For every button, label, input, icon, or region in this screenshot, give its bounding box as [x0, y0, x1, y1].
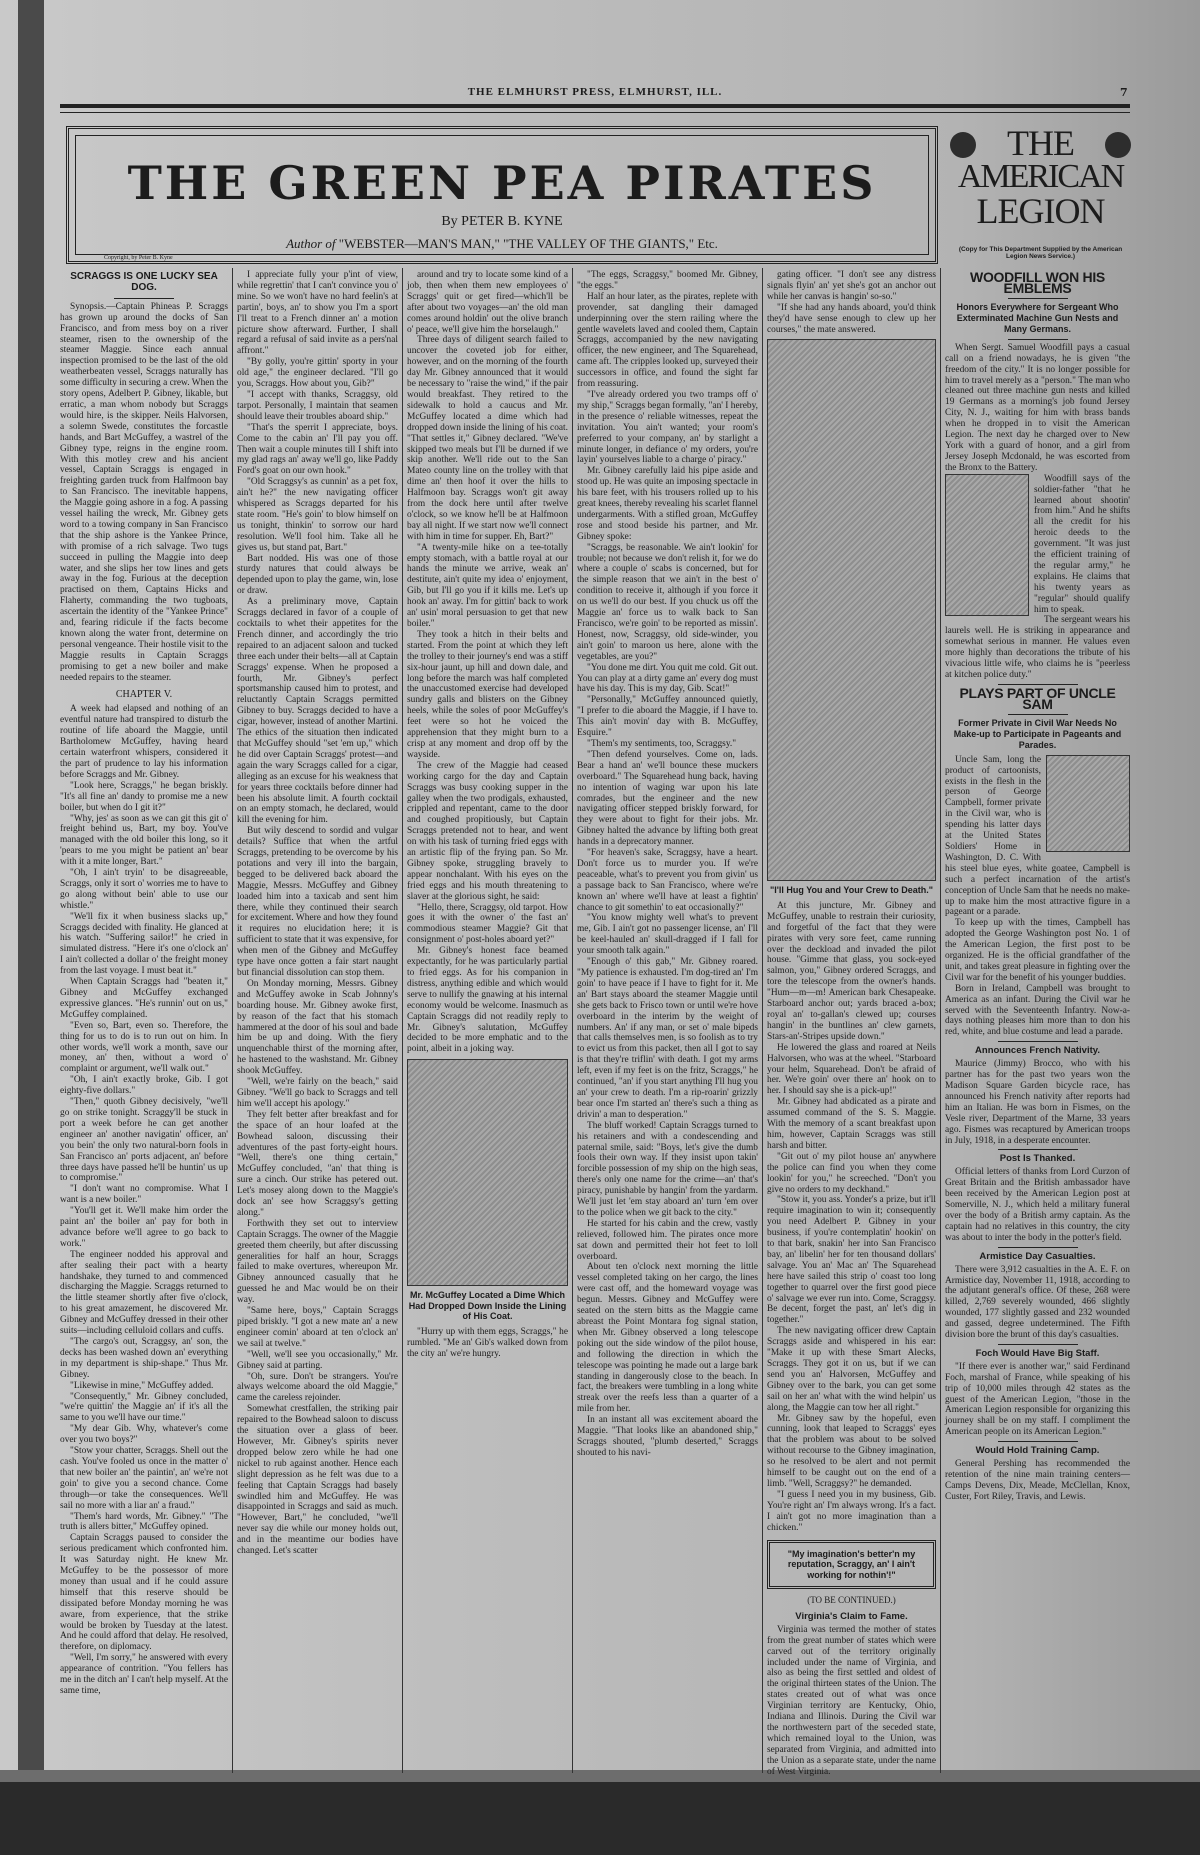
divider — [998, 1247, 1078, 1248]
column-body — [237, 270, 398, 1557]
article-paragraph: Official letters of thanks from Lord Curzon of Great Britain and the British ambassador have been received by the American Legion post at Somerville, N. J., which held a military funeral over the body of a British army captain. As the captain had no relatives in this country, the city was about to inter the body in the potter's field. — [945, 1167, 1130, 1243]
story-paragraph: As a preliminary move, Captain Scraggs declared in favor of a couple of cocktails to whet their appetites for the French dinner, and accordingly the trio repaired to an adjacent saloon and tucked three each under their belts—all at Captain Scraggs' expense. When he proposed a fourth, Mr. Gibney's perfect sportsmanship caused him to protest, and reluctantly Captain Scraggs permitted Gibney to buy. Scraggs decided to have a cigar, however, instead of another Martini. The ethics of the situation then indicated that McGuffey should "set 'em up," which he did over Captain Scraggs' protest—and again the wary Scraggs called for a cigar, alleging as an excuse for his weakness that for years three cocktails before dinner had been his absolute limit. A fourth cocktail on an empty stomach, he declared, would kill the evening for him. — [237, 597, 398, 826]
divider — [998, 1344, 1078, 1345]
story-paragraph: "Same here, boys," Captain Scraggs piped briskly. "I got a new mate an' a new engineer comin' aboard at ten o'clock an' we sail at twelve." — [237, 1306, 398, 1349]
article-paragraph: Uncle Sam, long the product of cartoonists, exists in the flesh in the person of George Campbell, former private in the Civil war, who is spending his latter days at the United States Soldiers' Home in Washington, D. C. With his steel blue eyes, white goatee, Campbell is such a perfect incarnation of the artist's conception of Uncle Sam that he needs no make-up to make him the most attractive figure in a pageant or a parade. — [945, 754, 1130, 918]
story-paragraph: "You know mighty well what's to prevent me, Gib. I ain't got no passenger license, an' I'll be keel-hauled an' skull-dragged if I fall for your smooth talk again." — [577, 913, 758, 957]
illustration-caption: "I'll Hug You and Your Crew to Death." — [769, 885, 934, 896]
story-paragraph: "The eggs, Scraggsy," boomed Mr. Gibney, "the eggs." — [577, 270, 758, 291]
article-deck: Former Private in Civil War Needs No Make-up to Participate in Pageants and Parades. — [953, 717, 1122, 750]
story-paragraph: "I guess I need you in my business, Gib. You're right an' I'm always wrong. It's a fact. I ain't got no more imagination than a chicken." — [767, 1489, 936, 1533]
divider — [998, 1441, 1078, 1442]
article-paragraph: When Sergt. Samuel Woodfill pays a casual call on a friend nowadays, he is given "the freedom of the city." It is no longer possible for him to travel merely as a "person." The man who cleaned out three machine gun nests and killed 19 Germans as a morning's job found Jersey City, N. J., waiting for him with brass bands when he dropped in to visit the American Legion. The next day he charged over to New York with a guard of honor, and a girl from Jersey Joseph Mcdonald, he was escorted from the Bronx to the Battery. — [945, 342, 1130, 473]
logo-word: THE — [1007, 123, 1074, 163]
article-headline: Would Hold Training Camp. — [975, 1445, 1100, 1457]
story-paragraph: Three days of diligent search failed to uncover the coveted job for either, however, and on the morning of the fourth day Mr. Gibney announced that it would be necessary to "raise the wind," if the pair would breakfast. They retired to the sidewalk to hold a caucus and Mr. McGuffey located a dime which had dropped down inside the lining of his coat. "That settles it," Gibney declared. "We've skipped two meals but I'll be durned if we skip another. We'll ride out to the San Mateo county line on the trolley with that dime an' then hoof it over the hills to Halfmoon bay. Scraggs won't git away from the dock here until after twelve o'clock, so we know he'll be at Halfmoon bay all night. If we start now we'll connect with him in time for supper. Eh, Bart?" — [407, 335, 568, 542]
to-be-continued: (TO BE CONTINUED.) — [807, 1595, 896, 1605]
story-paragraph: "Likewise in mine," McGuffey added. — [70, 1380, 214, 1391]
article-paragraph: There were 3,912 casualties in the A. E. F. on Armistice day, November 11, 1918, according to the adjutant general's office. Of these, 268 were killed, 2,769 severely wounded, 466 slightly wounded, 177 slightly gassed and 232 wounded and gassed, degree undetermined. The Fifth division bore the brunt of this day's casualties. — [945, 1264, 1130, 1341]
story-paragraph: The engineer nodded his approval and after sealing their pact with a hearty handshake, they turned to and commenced discharging the Maggie. Scraggs returned to the little steamer shortly after five o'clock, to his great amazement, he discovered Mr. Gibney and McGuffey dressed in their other suits—including celluloid collars and cuffs. — [60, 1249, 228, 1337]
scan-binding-edge — [18, 0, 44, 1855]
column-rule — [402, 268, 403, 1773]
story-paragraph: "Oh, I ain't exactly broke, Gib. I got eighty-five dollars." — [60, 1075, 228, 1097]
column-rule — [940, 268, 941, 1773]
logo-word: AMERICAN — [957, 158, 1124, 195]
story-paragraph: "Old Scraggsy's as cunnin' as a pet fox, ain't he?" the new navigating officer whispered as Scraggs departed for his state room. "He's goin' to blow himself on us tonight, thinkin' to sorrow our hard resolution. We'll fool him. Take all he gives us, but stand pat, Bart." — [237, 477, 398, 553]
photo-george-campbell-uncle-sam — [1046, 755, 1130, 852]
story-paragraph: "You'll get it. We'll make him order the paint an' the boiler an' pay for both in advance before we'll agree to go back to work." — [60, 1206, 228, 1249]
story-paragraph: Mr. Gibney's honest face beamed expectantly, for he was particularly partial to fried eggs. As for his companion in distress, anything edible and which would serve to nullify the gnawing at his internal economy would be welcome. Inasmuch as Captain Scraggs did not readily reply to Mr. Gibney's salutation, McGuffey decided to be more emphatic and to the point, albeit in a joking way. — [407, 946, 568, 1055]
author-credits — [76, 236, 928, 252]
article-paragraph: Born in Ireland, Campbell was brought to America as an infant. During the Civil war he served with the Seventeenth Infantry. Now-a-days nothing pleases him more than to don his red, white, and blue costume and lead a parade. — [945, 983, 1130, 1038]
story-paragraph: gating officer. "I don't see any distress signals flyin' an' yet she's got an anchor out while her canvas is hangin' so-so." — [767, 270, 936, 302]
story-paragraph: "We'll fix it when business slacks up," Scraggs decided with finality. He glanced at his watch. "Suffering sailor!" he cried in simulated distress. "Here it's one o'clock an' I ain't collected a dollar o' the freight money from the last voyage. I must beat it." — [60, 911, 228, 977]
column-body — [60, 704, 228, 1696]
divider — [1008, 714, 1068, 715]
story-paragraph: He lowered the glass and roared at Neils Halvorsen, who was at the wheel. "Starboard your helm, Squarehead. Don't be afraid of her. We're goin' over there an' hook on to her. I should say she is a pick-up!" — [767, 1042, 936, 1097]
article-paragraph: The sergeant wears his laurels well. He is striking in appearance and somewhat serious in manner. He values even more highly than decorations the tribute of his vivacious little wife, who claims he is "peerless at kitchen police duty." — [945, 615, 1130, 680]
legion-copy-note: (Copy for This Department Supplied by the American Legion News Service.) — [958, 246, 1123, 260]
story-headline: SCRAGGS IS ONE LUCKY SEA DOG. — [70, 271, 218, 293]
story-paragraph: Mr. Gibney saw by the hopeful, even cunning, look that leaped to Scraggs' eyes that the problem was about to be solved without recourse to the Gibney imagination, so he resolved to be alert and not permit himself to be caught out on the end of a limb. "Well, Scraggsy?" he demanded. — [767, 1413, 936, 1489]
divider — [998, 1041, 1078, 1042]
author-prefix: Author of — [286, 236, 336, 251]
story-paragraph: Somewhat crestfallen, the striking pair repaired to the Bowhead saloon to discuss the situation over a glass of beer. However, Mr. Gibney's spirits never dropped below zero while he had one nickel to rub against another. Hence each slight depression as he felt was due to a feeling that Captain Scraggs had basely swindled him and McGuffey. He was disappointed in Scraggs and said as much. "However, Bart," he concluded, "we'll never say die while our money holds out, and in the meantime our bodies have changed. Let's scatter — [237, 1404, 398, 1557]
divider — [998, 1149, 1078, 1150]
newspaper-masthead: THE ELMHURST PRESS, ELMHURST, ILL. — [467, 86, 723, 98]
story-paragraph: "Scraggs, be reasonable. We ain't lookin' for trouble; not because we don't relish it, for we do where a couple o' scabs is concerned, but for the simple reason that we ain't in the best o' condition to receive it, although if you force it on us we'll do our best. If you chuck us off the Maggie an' force us to walk back to San Francisco, we're goin' to be reported as missin'. Honest, now, Scraggsy, old side-winder, you ain't goin' to maroon us here, alone with the vegetables, are you?" — [577, 542, 758, 662]
article-paragraph: "If there ever is another war," said Ferdinand Foch, marshal of France, while speaking of his trip of 10,000 miles through 42 states as the guest of the American Legion, "those in the American Legion responsible for organizing this journey shall be on my staff. I compliment the American people on its American Legion." — [945, 1361, 1130, 1438]
article-headline: Post Is Thanked. — [999, 1153, 1076, 1165]
story-paragraph: "The cargo's out, Scraggsy, an' son, the decks has been washed down an' everything in my department is ship-shape." Thus Mr. Gibney. — [60, 1337, 228, 1380]
legion-emblem-icon — [950, 132, 976, 158]
story-paragraph: "Them's hard words, Mr. Gibney." "The truth is allers bitter," McGuffey opined. — [60, 1511, 228, 1533]
story-paragraph: I appreciate fully your p'int of view, while regrettin' that I can't convince you o' mine. So we won't have no hard feelin's at partin', boys, an' to show you I'm a sport I'll treat to a French dinner an' a motion picture show afterward. Further, I shall regard a refusal of said invite as a pers'nal affront." — [237, 270, 398, 357]
story-paragraph: The new navigating officer drew Captain Scraggs aside and whispered in his ear: "Make it up with these Smart Alecks, Scraggs. They got it on us, but if we can send you an' Halvorsen, McGuffey and Gibney over to the bark, you can get some sail on her an' what with the wind helpin' us along, the Maggie can tow her all right." — [767, 1326, 936, 1413]
article-paragraph: Woodfill says of the soldier-father "that he learned about shootin' from him." And he shifts all the credit for his heroic deeds to the government. "It was just the efficient training of the regular army," he explains. He claims that his twenty years as "regular" should qualify him to speak. — [1034, 473, 1130, 615]
article-headline: Foch Would Have Big Staff. — [975, 1347, 1100, 1359]
story-paragraph: "Git out o' my pilot house an' anywhere the police can find you when they come lookin' for you," he screeched. "Don't you give no orders to my deckhand." — [767, 1151, 936, 1195]
story-paragraph: "Well, we're fairly on the beach," said Gibney. "We'll go back to Scraggs and tell him we'll accept his apology." — [237, 1077, 398, 1109]
american-legion-logo — [948, 123, 1133, 241]
story-paragraph: Half an hour later, as the pirates, replete with provender, sat dangling their damaged underpinning over the stern railing where the gentle wavelets laved and cooled them, Captain Scraggs, accompanied by the new navigating officer, the new engineer, and The Squarehead, came aft. The cripples looked up, surveyed their successors in office, and found the sight far from reassuring. — [577, 291, 758, 390]
story-column-1 — [60, 270, 228, 1770]
masthead-rule-thin — [60, 112, 1130, 113]
pull-quote: "My imagination's better'n my reputation, Scraggy, an' I ain't working for nothin'!" — [767, 1540, 936, 1590]
story-paragraph: At this juncture, Mr. Gibney and McGuffey, unable to restrain their curiosity, and forgetful of the fact that they were pirates with very sore feet, came running over the deckload and invaded the pilot house. "Gimme that glass, you sock-eyed salmon, you," Gibney ordered Scraggs, and tore the telescope from the owner's hands. "Hum—m—m! American bark Chesapeake. Starboard anchor out; yards braced a-box; royal an' to-gallan's clewed up; courses hangin' in the buntlines an' clew garnets, Stars-an'-Stripes upside down." — [767, 900, 936, 1042]
story-paragraph: "Well, I'm sorry," he answered with every appearance of contrition. "You fellers has me in the ditch an' I can't help myself. At the same time, — [60, 1653, 228, 1696]
story-paragraph: "Consequently," Mr. Gibney concluded, "we're quittin' the Maggie an' if it's all the same to you we'll have our time." — [60, 1391, 228, 1424]
story-paragraph: When Captain Scraggs had "beaten it," Gibney and McGuffey exchanged expressive glances. "He's runnin' out on us," McGuffey complained. — [60, 977, 228, 1020]
story-paragraph: "Them's my sentiments, too, Scraggsy." — [587, 738, 737, 749]
story-paragraph: In an instant all was excitement aboard the Maggie. "That looks like an abandoned ship," Scraggs shouted, "plumb deserted," Scraggs shouted to his navi- — [577, 1415, 758, 1458]
story-paragraph: He started for his cabin and the crew, vastly relieved, followed him. The pirates once more sat down and permitted their hot feet to loll overboard. — [577, 1218, 758, 1262]
legion-column — [945, 270, 1130, 1770]
story-paragraph: On Monday morning, Messrs. Gibney and McGuffey awoke in Scab Johnny's boarding house. Mr. Gibney awoke first, by reason of the fact that his stomach hammered at the door of his soul and bade him be up and doing. With the fiery unquenchable thirst of the morning after, he hastened to the washstand. Mr. Gibney shook McGuffey. — [237, 978, 398, 1077]
story-paragraph: About ten o'clock next morning the little vessel completed taking on her cargo, the lines were cast off, and the homeward voyage was begun. Messrs. Gibney and McGuffey were seated on the stern bitts as the Maggie came abreast the Point Montara fog signal station, when Mr. Gibney observed a long telescope poking out the side window of the pilot house, and following the direction in which the telescope was pointing he made out a large bark standing in dangerously close to the beach. In fact, the breakers were tumbling in a long white streak over the reefs less than a quarter of a mile from her. — [577, 1262, 758, 1415]
story-paragraph: "Then," quoth Gibney decisively, "we'll go on strike tonight. Scraggy'll be stuck in port a week before he can get another engineer an' another navigatin' officer, an' you bein' the only two natural-born fools in San Francisco an' ports adjacent, an' before three days have passed he'll be huntin' us up to compromise." — [60, 1097, 228, 1184]
article-deck: Honors Everywhere for Sergeant Who Exterminated Machine Gun Nests and Many Germans. — [956, 301, 1119, 334]
illustration-men-with-dime — [407, 1059, 568, 1286]
story-title: THE GREEN PEA PIRATES — [127, 156, 877, 210]
story-paragraph: "That's the sperrit I appreciate, boys. Come to the cabin an' I'll pay you off. Then wait a couple minutes till I shift into my glad rags an' away we'll go, like Paddy Ford's goat on our own hook." — [237, 422, 398, 477]
story-paragraph: Bart nodded. His was one of those sturdy natures that could always be depended upon to play the game, win, lose or draw. — [237, 553, 398, 597]
story-paragraph: "My dear Gib. Why, whatever's come over you two boys?" — [60, 1424, 228, 1446]
illustration-ship-deck-fight — [767, 339, 936, 881]
story-paragraph: Captain Scraggs paused to consider the serious predicament which confronted him. It was Saturday night. He knew Mr. McGuffey to be the possessor of more money than usual and if he could assure himself that this reserve should be dissipated before Monday morning he was aware, from experience, that the strike would be broken by Tuesday at the latest. And he could afford that delay. He resolved, therefore, on diplomacy. — [60, 1533, 228, 1653]
story-paragraph: Forthwith they set out to interview Captain Scraggs. The owner of the Maggie greeted them cheerily, but after discussing generalities for half an hour, Scraggs failed to make overtures, whereupon Mr. Gibney announced casually that he guessed he and Mac would be on their way. — [237, 1218, 398, 1306]
chapter-heading: CHAPTER V. — [115, 688, 173, 700]
article-headline: WOODFILL WON HIS EMBLEMS — [970, 269, 1105, 296]
story-paragraph: They felt better after breakfast and for the space of an hour loafed at the Bowhead saloon, discussing their adventures of the past forty-eight hours. "Well, there's one thing certain," McGuffey concluded, "an' that thing is sure a cinch. Our strike has petered out. Let's mosey along down to the Maggie's dock an' see how Scraggsy's getting along." — [237, 1109, 398, 1218]
story-paragraph: "I accept with thanks, Scraggsy, old tarpot. Personally, I maintain that seamen should leave their troubles aboard ship." — [237, 389, 398, 422]
article-headline: Armistice Day Casualties. — [979, 1250, 1096, 1262]
column-rule — [572, 268, 573, 1773]
story-paragraph: They took a hitch in their belts and started. From the point at which they left the trolley to their journey's end was a stiff six-hour jaunt, up hill and down dale, and long before the march was half completed the unaccustomed exercise had developed sundry galls and blisters on the Gibney heels, while the soles of poor McGuffey's feet were so hot he voiced the apprehension that they might burn to a crisp at any moment and drop off by the wayside. — [407, 629, 568, 760]
column-body — [577, 270, 758, 1459]
story-paragraph: "Enough o' this gab," Mr. Gibney roared. "My patience is exhausted. I'm dog-tired an' I'm goin' to have peace if I have to fight for it. Me an' Bart stays aboard the steamer Maggie until she gets back to Frisco town or until we're hove overboard in the interim by the weight of numbers. An' if any man, or set o' male bipeds that calls themselves men, is so foolish as to try to evict us from this packet, then all I got to say is that they're triflin' with death. I got my arms left, even if my feet is on the fritz, Scraggs," he continued, "an' if you start anything I'll hug you an' your crew to death. I'm a rip-roarin' grizzly bear once I'm started an' there's such a thing as drivin' a man to desperation." — [577, 957, 758, 1120]
story-paragraph: "Personally," McGuffey announced quietly, "I prefer to die aboard the Maggie, if I have to. This ain't movin' day with B. McGuffey, Esquire." — [577, 695, 758, 739]
story-paragraph: "A twenty-mile hike on a tee-totally empty stomach, with a battle royal at our hands the minute we arrive, weak an' destitute, ain't quite my idea o' enjoyment, Gib, but I'll go you if it kills me. Let's up hook an' away. I'm for gittin' back to work an' usin' moral persuasion to get that new boiler." — [407, 542, 568, 629]
story-paragraph: Mr. Gibney carefully laid his pipe aside and stood up. He was quite an imposing spectacle in his bare feet, with his trousers rolled up to his great knees, thereby revealing his scarlet flannel undergarments. With a stifled groan, McGuffey rose and stood beside his partner, and Mr. Gibney spoke: — [577, 466, 758, 542]
story-paragraph: Mr. Gibney had abdicated as a pirate and assumed command of the S. S. Maggie. With the memory of a scant breakfast upon him, however, Captain Scraggs was still harsh and bitter. — [767, 1097, 936, 1151]
photo-sergeant-woodfill — [945, 474, 1029, 616]
story-paragraph: "Oh, I ain't tryin' to be disagreeable, Scraggs, only it sort o' worries me to have to go along without bein' able to use our whistle." — [60, 868, 228, 911]
story-paragraph: "Look here, Scraggs," he began briskly. "It's all fine an' dandy to promise me a new boiler, but when do I git it?" — [60, 780, 228, 813]
story-paragraph: "Hurry up with them eggs, Scraggs," he rumbled. "Me an' Gib's walked down from the city an' we're hungry. — [407, 1326, 568, 1359]
story-paragraph: "Stow it, you ass. Yonder's a prize, but it'll require imagination to win it; consequently you need Adelbert P. Gibney in your business, if you're contemplatin' hookin' on to that bark, snakin' her into San Francisco bay, an' libelin' her for ten thousand dollars' salvage. You an' Mac an' The Squarehead here have sailed this strip o' coast too long together to quarrel over the first good piece o' salvage we ever run into. Come, Scraggsy. Be decent, forget the past, an' let's dig in together." — [767, 1195, 936, 1326]
story-paragraph: A week had elapsed and nothing of an eventful nature had transpired to disturb the routine of life aboard the Maggie, until Bartholomew McGuffey, having heard certain waterfront whispers, considered it the part of prudence to lay his information before Scraggs and Mr. Gibney. — [60, 704, 228, 780]
divider — [1008, 339, 1068, 340]
story-paragraph: "Then defend yourselves. Come on, lads. Bear a hand an' we'll bounce these muckers overboard." The Squarehead hung back, having no intention of waging war upon his late comrades, but the engineer and the new navigating officer stepped briskly forward, for they were about to fight for their jobs. Mr. Gibney halted the advance by lifting both great hands in a deprecatory manner. — [577, 749, 758, 848]
scan-bottom-edge — [0, 1770, 1200, 1782]
column-body — [407, 1327, 568, 1360]
story-column-2 — [237, 270, 398, 1770]
story-title-box — [66, 126, 938, 264]
story-paragraph: "For heaven's sake, Scraggsy, have a heart. Don't force us to murder you. If we're peaceable, what's to prevent you from givin' us a passage back to San Francisco, where we're known an' where we'll have at least a fightin' chance to git somethin' to eat occasionally?" — [577, 848, 758, 913]
column-body — [767, 901, 936, 1534]
article-headline: Announces French Nativity. — [975, 1045, 1100, 1057]
article-paragraph: Virginia was termed the mother of states from the great number of states which were carved out of the territory originally included under the name of Virginia, and also as being the first settled and oldest of the original thirteen states of the Union. The states created out of what was once Virginian territory are Kentucky, Ohio, Indiana and Illinois. During the Civil war the northwestern part of the seceded state, which remained loyal to the Union, was separated from Virginia, and admitted into the Union as a separate state, under the name of West Virginia. — [767, 1624, 936, 1777]
story-paragraph: "Oh, sure. Don't be strangers. You're always welcome aboard the old Maggie," came the careless rejoinder. — [237, 1371, 398, 1404]
synopsis: Synopsis.—Captain Phineas P. Scraggs has grown up around the docks of San Francisco, and from mess boy on a river steamer, risen to the ownership of the steamer Maggie. Since each annual inspection promised to be the last of the old weatherbeaten vessel, Scraggs naturally has some difficulty in securing a crew. When the story opens, Adelbert P. Gibney, likable, but erratic, a man whom nobody but Scraggs would hire, is the skipper. Neils Halvorsen, a solemn Swede, constitutes the forcastle hands, and Bart McGuffey, a wastrel of the Gibney type, reigns in the engine room. With this motley crew and his ancient vessel, Captain Scraggs is engaged in freighting garden truck from Halfmoon bay to San Francisco. The inevitable happens, the Maggie going ashore in a fog. A passing vessel hailing the wreck, Mr. Gibney gets word to a towing company in San Francisco that the ship ashore is the Yankee Prince, with promise of a rich salvage. Two tugs succeed in pulling the Maggie into deep water, and she slips her tow lines and gets away in the fog. Furious at the deception practised on them, Captains Hicks and Flaherty, commanding the two tugboats, ascertain the identity of the "Yankee Prince" and, fearing ridicule if the facts become known along the water front, determine on personal vengeance. Their hostile visit to the Maggie results in Captain Scraggs promising to get a new boiler and make needed repairs to the steamer. — [60, 301, 228, 683]
story-column-5 — [767, 270, 936, 1777]
story-paragraph: "I don't want no compromise. What I want is a new boiler." — [60, 1184, 228, 1206]
column-rule — [232, 268, 233, 1773]
article-paragraph: General Pershing has recommended the retention of the nine main training centers—Camps Devens, Dix, Meade, McClellan, Knox, Custer, Fort Riley, Travis, and Lewis. — [945, 1459, 1130, 1502]
story-paragraph: "Well, we'll see you occasionally," Mr. Gibney said at parting. — [237, 1349, 398, 1371]
copyright-line: Copyright, by Peter B. Kyne — [104, 255, 173, 261]
story-byline: By PETER B. KYNE — [441, 214, 563, 229]
column-rule — [762, 268, 763, 1773]
story-column-4 — [577, 270, 758, 1770]
story-paragraph: The bluff worked! Captain Scraggs turned to his retainers and with a condescending and paternal smile, said: "Boys, let's give the dumb fools their own way. If they insist upon takin' forcible possession of my ship on the high seas, there's only one name for the crime—an' that's piracy, punishable by hangin' from the yardarm. We'll just let 'em stay aboard an' turn 'em over to the police when we git back to the city." — [577, 1120, 758, 1218]
story-column-3 — [407, 270, 568, 1770]
illustration-caption: Mr. McGuffey Located a Dime Which Had Dropped Down Inside the Lining of His Coat. — [408, 1290, 567, 1322]
story-paragraph: The crew of the Maggie had ceased working cargo for the day and Captain Scraggs was busy cooking supper in the galley when the two prodigals, exhausted, crippled and repentant, came to the door and coughed propitiously, but Captain Scraggs pretended not to hear, and went on with his task of turning fried eggs with an artistic flip of the frying pan. So Mr. Gibney spoke, struggling bravely to appear nonchalant. With his eyes on the fried eggs and his mouth threatening to slaver at the glorious sight, he said: — [407, 760, 568, 902]
author-works: "WEBSTER—MAN'S MAN," "THE VALLEY OF THE GIANTS," Etc. — [338, 236, 718, 251]
article-paragraph: Maurice (Jimmy) Brocco, who with his partner has for the past two years won the Madison Square Garden bicycle race, has announced his French nativity after reports had him an Italian. He was born in Fismes, on the Vesle river, Department of the Marne, 33 years ago. Fismes was recaptured by American troops in July, 1918, in a desperate encounter. — [945, 1059, 1130, 1146]
scan-bottom-shadow — [0, 1782, 1200, 1855]
article-paragraph: To keep up with the times, Campbell has adopted the George Washington post No. 1 of the American Legion, the first post to be organized. He is the official grandfather of the unit, and takes great pleasure in fighting over the Civil war for the benefit of his younger buddies. — [945, 918, 1130, 983]
story-paragraph: around and try to locate some kind of a job, then when them new employees o' Scraggs' quit or get fired—which'll be after about two voyages—an' the old man comes around holdin' out the olive branch o' peace, we'll give him the horselaugh." — [407, 270, 568, 335]
logo-word: LEGION — [976, 191, 1105, 231]
masthead-rule — [60, 104, 1130, 108]
story-paragraph: "Why, jes' as soon as we can git this git o' freight behind us, Bart, my boy. You've managed with the old boiler this long, so it 'pears to me you might be patient an' bear with it a mite longer, Bart." — [60, 813, 228, 868]
story-paragraph: But wily descend to sordid and vulgar details? Suffice that when the artful Scraggs, pretending to be overcome by his potations and very ill into the bargain, begged to be delivered back aboard the Maggie, Messrs. McGuffey and Gibney loaded him into a taxicab and sent him there, while they continued their search for excitement. Where and how they found it requires no elucidation here; it is sufficient to state that it was expensive, for when men of the Gibney and McGuffey type have once gotten a fair start naught but financial dissolution can stop them. — [237, 826, 398, 978]
legion-emblem-icon — [1105, 132, 1131, 158]
story-paragraph: "By golly, you're gittin' sporty in your old age," the engineer declared. "I'll go you, Scraggs. How about you, Gib?" — [237, 357, 398, 390]
story-paragraph: "Stow your chatter, Scraggs. Shell out the cash. You've fooled us once in the matter o' that new boiler an' the paintin', an' we're not goin' to give you a second chance. Come through—or take the consequences. We'll sail no more with a liar an' a fraud." — [60, 1446, 228, 1511]
story-paragraph: "You done me dirt. You quit me cold. Git out. You can play at a dirty game an' every dog must have his day. This is my day, Gib. Scat!" — [577, 662, 758, 695]
story-paragraph: "If she had any hands aboard, you'd think they'd have sense enough to clew up her courses," the mate answered. — [767, 302, 936, 335]
divider — [114, 298, 174, 299]
divider — [1008, 298, 1068, 299]
article-headline: PLAYS PART OF UNCLE SAM — [959, 684, 1116, 712]
story-paragraph: "I've already ordered you two tramps off o' my ship," Scraggs began formally, "an' I hereby, in the presence o' reliable witnesses, repeat the invitation. You ain't wanted; your room's preferred to your company, an' by starlight a minute longer, in defiance o' my orders, you're layin' yourselves liable to a charge o' piracy." — [577, 389, 758, 466]
article-headline: Virginia's Claim to Fame. — [795, 1610, 908, 1622]
story-paragraph: "Even so, Bart, even so. Therefore, the thing for us to do is to run out on him. In other words, we'll work a month, save our money, an' then, without a word o' complaint or argument, we'll walk out." — [60, 1020, 228, 1075]
page-number: 7 — [1120, 86, 1128, 99]
column-body — [767, 270, 936, 335]
story-paragraph: "Hello, there, Scraggsy, old tarpot. How goes it with the owner o' the fast an' commodious steamer Maggie? Git that consignment o' post-holes aboard yet?" — [407, 902, 568, 946]
column-body — [407, 270, 568, 1055]
